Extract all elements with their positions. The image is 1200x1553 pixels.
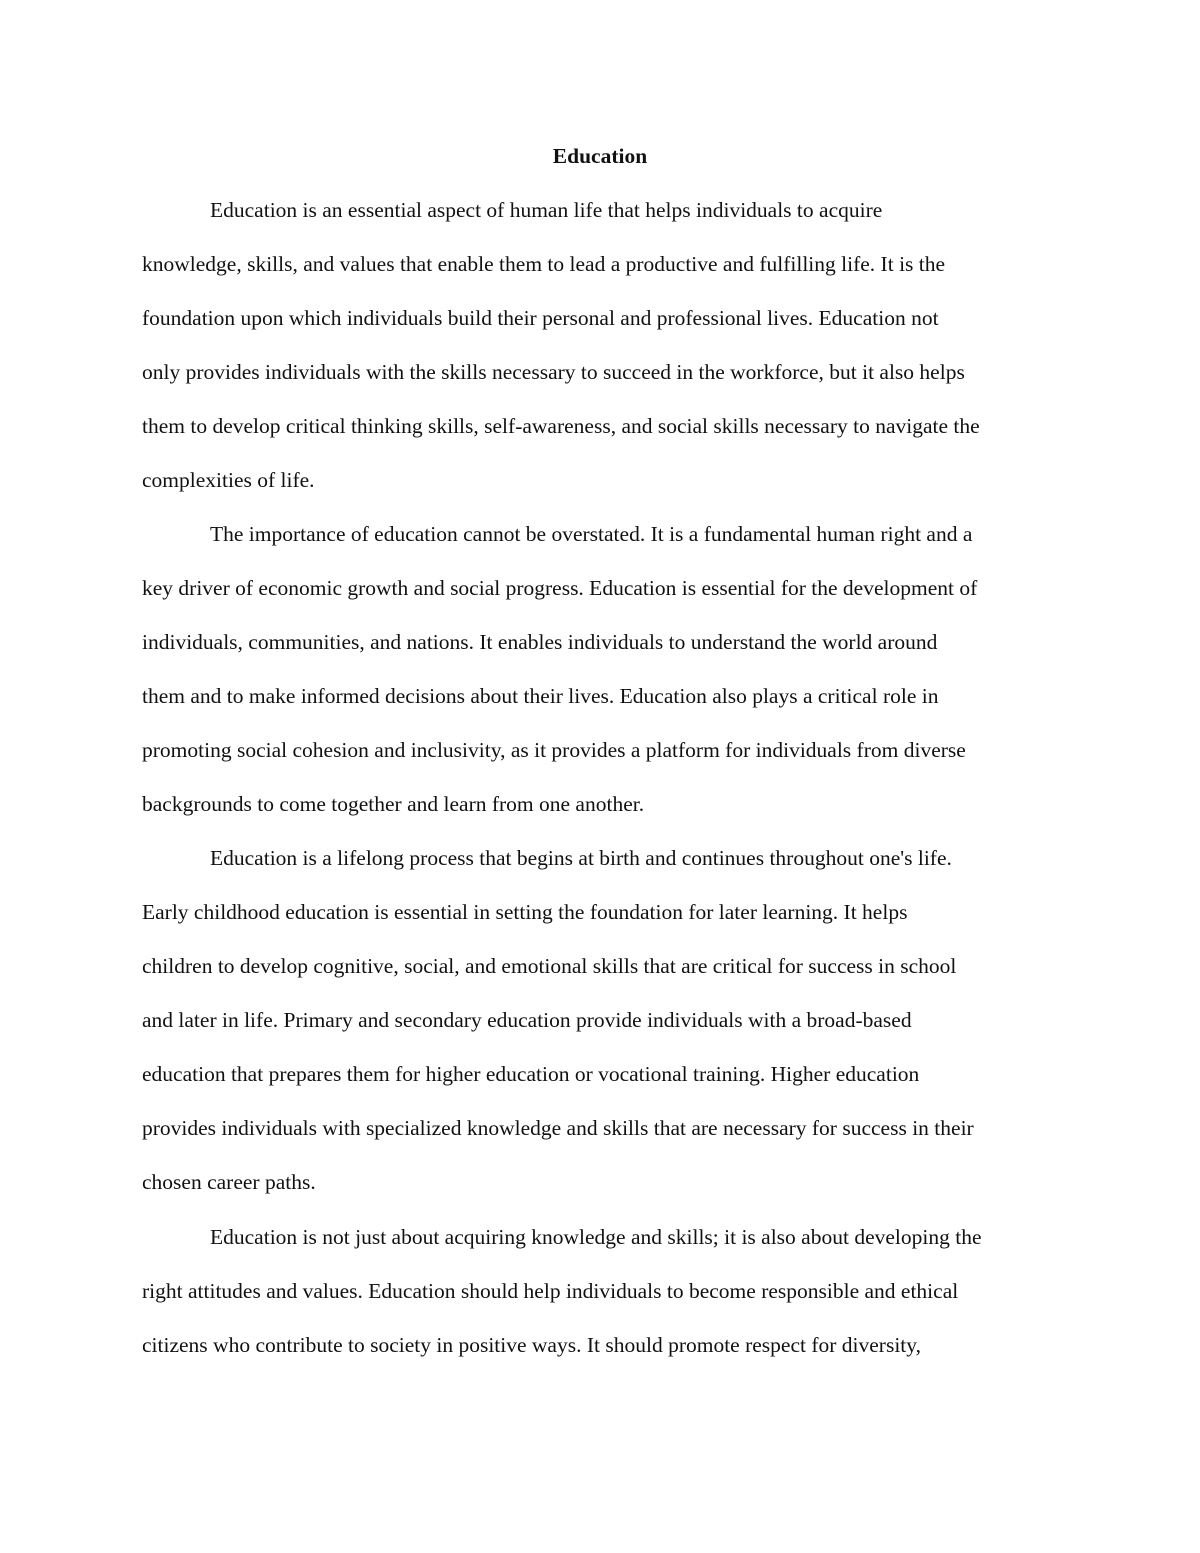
text-line: education that prepares them for higher education or vocational training. Higher education	[142, 1062, 920, 1086]
text-line: knowledge, skills, and values that enable them to lead a productive and fulfilling life. It is the	[142, 252, 946, 276]
text-line: promoting social cohesion and inclusivity, as it provides a platform for individuals from diverse	[142, 738, 966, 762]
text-line: backgrounds to come together and learn from one another.	[142, 792, 645, 816]
text-line: right attitudes and values. Education should help individuals to become responsible and ethical	[142, 1279, 959, 1303]
text-line: them to develop critical thinking skills, self-awareness, and social skills necessary to navigate the	[142, 414, 980, 438]
text-line: provides individuals with specialized knowledge and skills that are necessary for success in their	[142, 1116, 974, 1140]
text-line: Education is a lifelong process that begins at birth and continues throughout one's life.	[210, 846, 952, 870]
text-line: individuals, communities, and nations. It enables individuals to understand the world around	[142, 630, 938, 654]
text-line: complexities of life.	[142, 468, 315, 492]
text-line: children to develop cognitive, social, and emotional skills that are critical for success in school	[142, 954, 957, 978]
text-line: citizens who contribute to society in positive ways. It should promote respect for diversity,	[142, 1333, 922, 1357]
text-line: Education is not just about acquiring knowledge and skills; it is also about developing the	[210, 1225, 982, 1249]
text-line: Early childhood education is essential in setting the foundation for later learning. It helps	[142, 900, 908, 924]
page-title: Education	[552, 144, 648, 168]
text-line: Education is an essential aspect of human life that helps individuals to acquire	[210, 198, 883, 222]
text-line: foundation upon which individuals build their personal and professional lives. Education not	[142, 306, 939, 330]
text-line: and later in life. Primary and secondary education provide individuals with a broad-based	[142, 1008, 912, 1032]
text-line: key driver of economic growth and social progress. Education is essential for the development of	[142, 576, 978, 600]
text-line: them and to make informed decisions about their lives. Education also plays a critical role in	[142, 684, 939, 708]
text-line: only provides individuals with the skills necessary to succeed in the workforce, but it also helps	[142, 360, 965, 384]
text-line: The importance of education cannot be overstated. It is a fundamental human right and a	[210, 522, 973, 546]
text-line: chosen career paths.	[142, 1170, 316, 1194]
